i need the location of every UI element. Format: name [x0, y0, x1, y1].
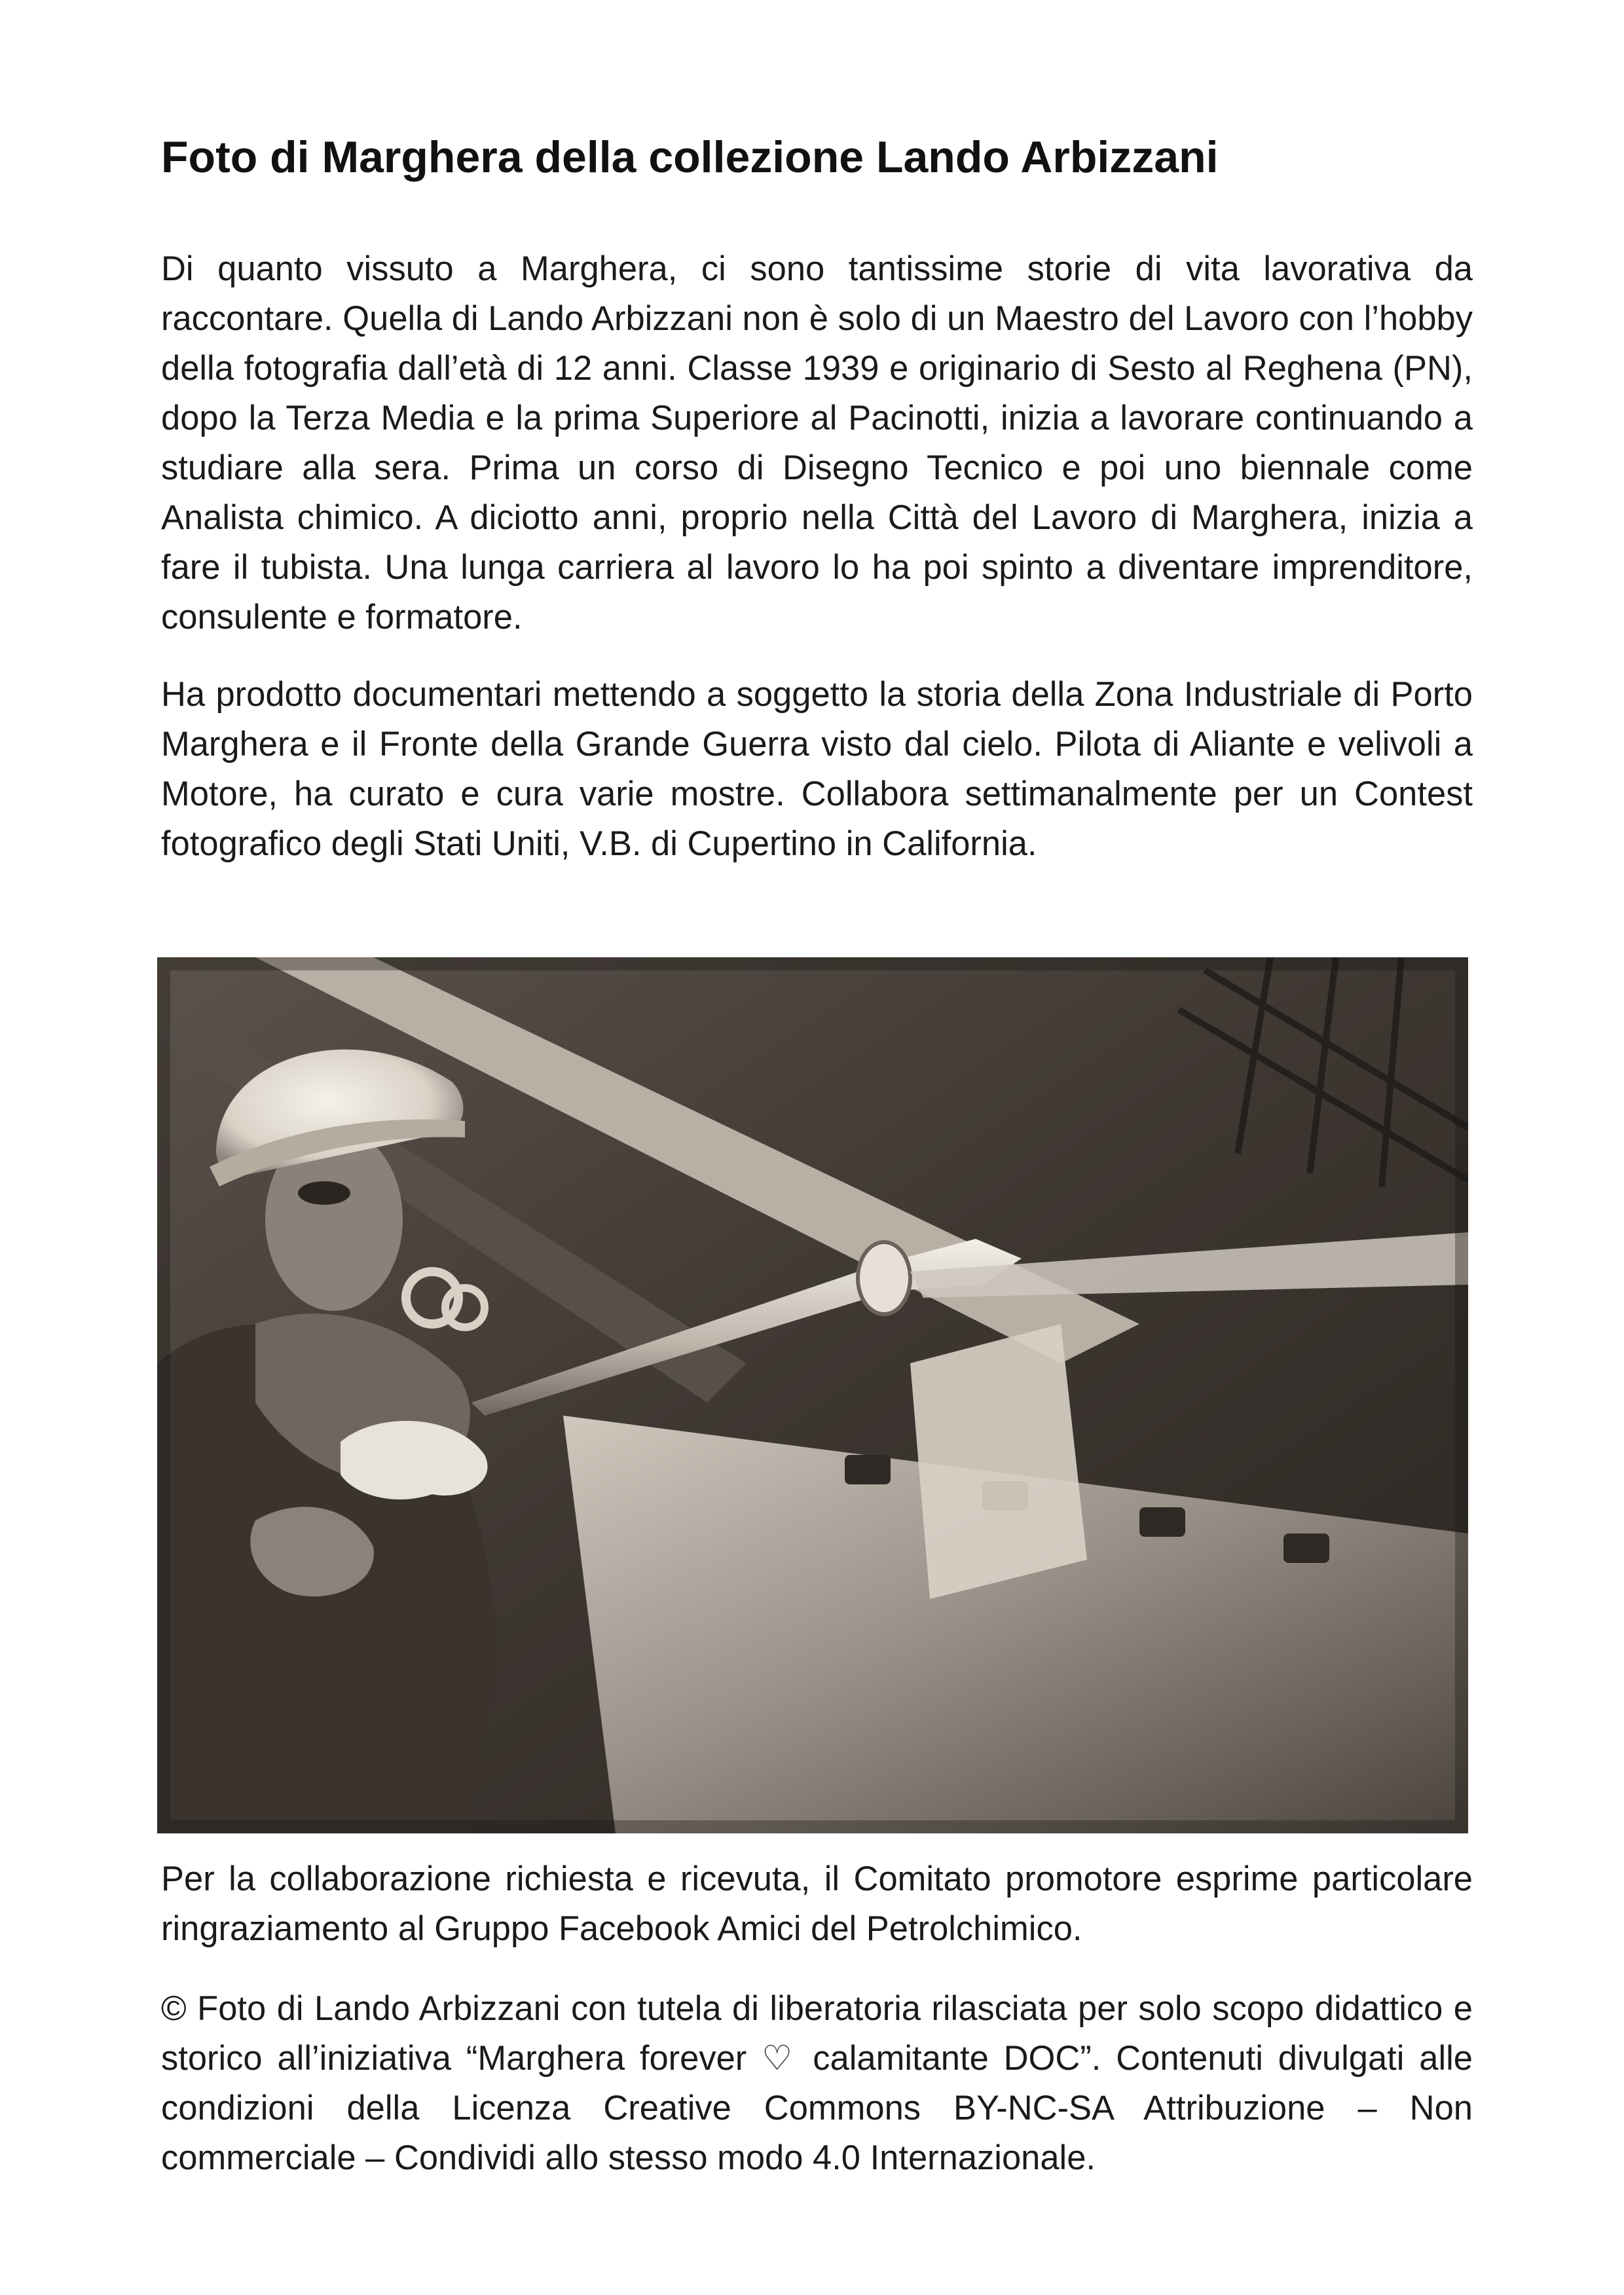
acknowledgement-caption: Per la collaborazione richiesta e ricevuta, il Comitato promotore esprime particolare ringraziamento al Gruppo Facebook Amici del Petrolchimico.	[161, 1860, 1473, 1948]
biography-paragraph: Di quanto vissuto a Marghera, ci sono tantissime storie di vita lavorativa da raccontare. Quella di Lando Arbizzani non è solo di un Maestro del Lavoro con l’hobby della fotografia dall’età di 12 anni. Classe 1939 e originario di Sesto al Reghena (PN), dopo la Terza Media e la prima Superiore al Pacinotti, inizia a lavorare continuando a studiare alla sera. Prima un corso di Disegno Tecnico e poi uno biennale come Analista chimico. A diciotto anni, proprio nella Città del Lavoro di Marghera, inizia a fare il tubista. Una lunga carriera al lavoro lo ha poi spinto a diventare imprenditore, consulente e formatore.	[161, 249, 1473, 636]
copyright-license-caption: © Foto di Lando Arbizzani con tutela di liberatoria rilasciata per solo scopo didattico e storico all’iniziativa “Marghera forever ♡ calamitante DOC”. Contenuti divulgati alle condizioni della Licenza Creative Commons BY-NC-SA Attribuzione – Non commerciale – Condividi allo stesso modo 4.0 Internazionale.	[161, 1989, 1473, 2177]
page-title: Foto di Marghera della collezione Lando Arbizzani	[161, 132, 1219, 182]
archival-photo-pipe-fitter	[157, 957, 1468, 1833]
documentaries-paragraph: Ha prodotto documentari mettendo a soggetto la storia della Zona Industriale di Porto Marghera e il Fronte della Grande Guerra visto dal cielo. Pilota di Aliante e velivoli a Motore, ha curato e cura varie mostre. Collabora settimanalmente per un Contest fotografico degli Stati Uniti, V.B. di Cupertino in California.	[161, 675, 1473, 863]
